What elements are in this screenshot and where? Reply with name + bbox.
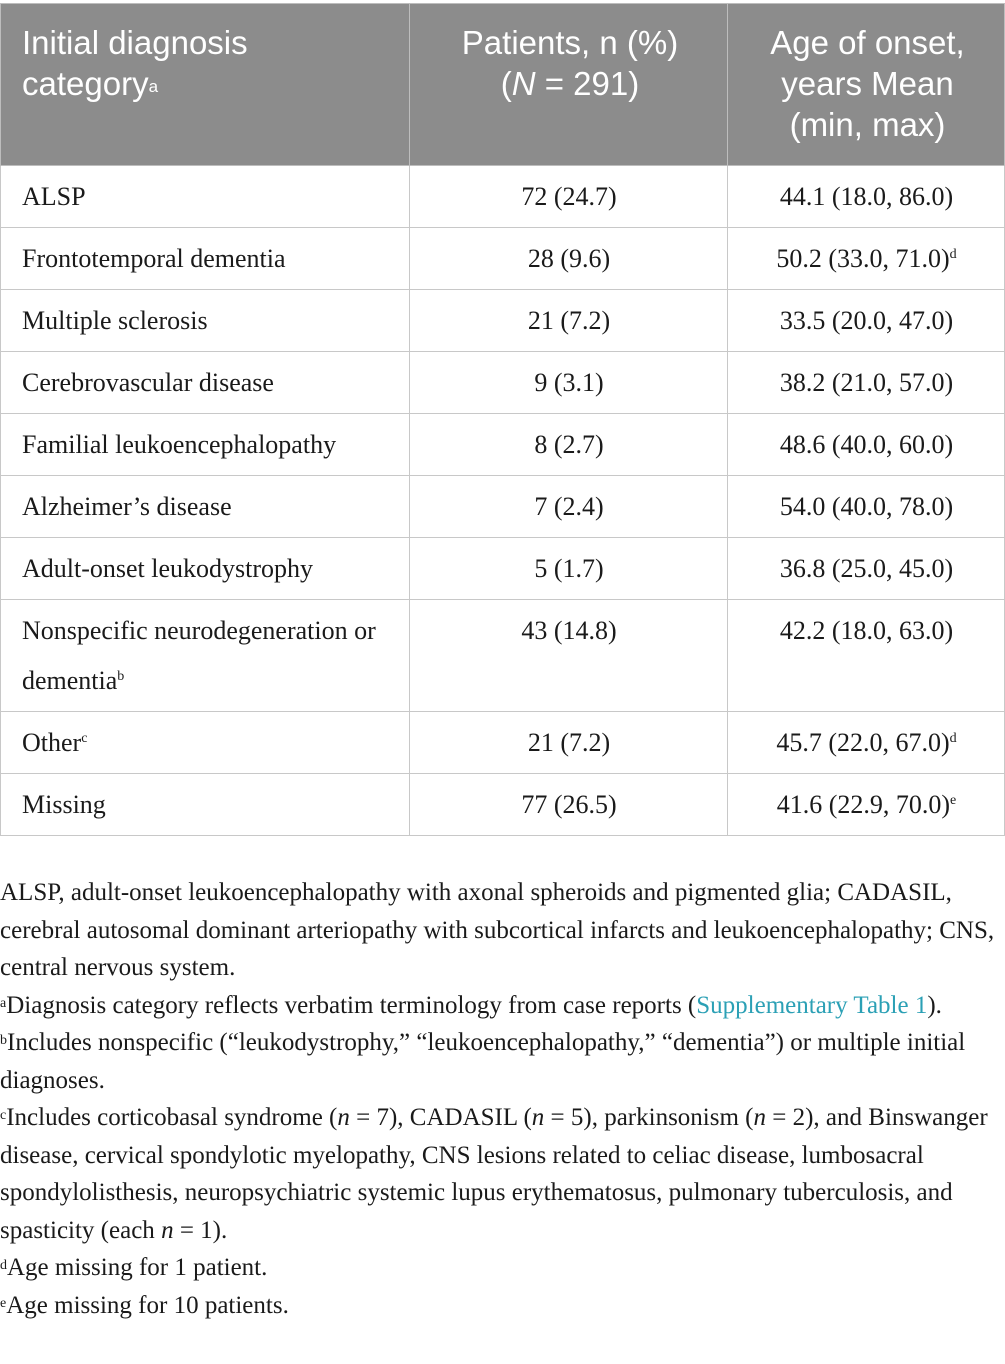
footnote-abbreviations: ALSP, adult-onset leukoencephalopathy with axonal spheroids and pigmented glia; CADASIL, cerebral autosomal dominant arteriopathy with subcortical infarcts and leukoencephalopathy; CNS, central nervous system. <box>0 879 995 981</box>
table-header <box>1 4 1005 166</box>
cell-category: Missing <box>1 774 410 836</box>
cell-patients: 7 (2.4) <box>410 476 728 538</box>
table-row <box>1 166 1005 228</box>
cell-patients: 21 (7.2) <box>410 290 728 352</box>
supplementary-table-link[interactable]: Supplementary Table 1 <box>696 991 928 1019</box>
cell-patients: 21 (7.2) <box>410 712 728 774</box>
cell-age-of-onset: 38.2 (21.0, 57.0) <box>728 352 1005 414</box>
table-row <box>1 712 1005 774</box>
cell-age-of-onset: 48.6 (40.0, 60.0) <box>728 414 1005 476</box>
header-age-of-onset: Age of onset, years Mean (min, max) <box>728 4 1005 166</box>
table-row <box>1 414 1005 476</box>
diagnosis-table <box>0 3 1005 836</box>
cell-category: Cerebrovascular disease <box>1 352 410 414</box>
table-footnotes <box>0 874 1000 1324</box>
cell-age-of-onset: 36.8 (25.0, 45.0) <box>728 538 1005 600</box>
cell-age-of-onset: 42.2 (18.0, 63.0) <box>728 600 1005 712</box>
cell-patients: 5 (1.7) <box>410 538 728 600</box>
cell-patients: 72 (24.7) <box>410 166 728 228</box>
cell-age-of-onset: 33.5 (20.0, 47.0) <box>728 290 1005 352</box>
table-row <box>1 352 1005 414</box>
cell-category: Frontotemporal dementia <box>1 228 410 290</box>
cell-category: Alzheimer’s disease <box>1 476 410 538</box>
table-row <box>1 476 1005 538</box>
cell-category: Adult-onset leukodystrophy <box>1 538 410 600</box>
cell-age-of-onset: 45.7 (22.0, 67.0)$^d$ <box>728 712 1005 774</box>
cell-category: Multiple sclerosis <box>1 290 410 352</box>
cell-patients: 77 (26.5) <box>410 774 728 836</box>
footnote-a: $^a$Diagnosis category reflects verbatim terminology from case reports (Supplementary Table 1). <box>0 991 942 1019</box>
cell-patients: 28 (9.6) <box>410 228 728 290</box>
table-row <box>1 290 1005 352</box>
cell-category: Familial leukoencephalopathy <box>1 414 410 476</box>
cell-patients: 9 (3.1) <box>410 352 728 414</box>
header-patients: Patients, n (%) (N = 291) <box>410 4 728 166</box>
footnote-b: $^b$Includes nonspecific (“leukodystrophy,” “leukoencephalopathy,” “dementia”) or multiple initial diagnoses. <box>0 1029 966 1094</box>
cell-age-of-onset: 54.0 (40.0, 78.0) <box>728 476 1005 538</box>
cell-category: ALSP <box>1 166 410 228</box>
table-row <box>1 600 1005 712</box>
footnote-c: $^c$Includes corticobasal syndrome (n = 7), CADASIL (n = 5), parkinsonism (n = 2), and Binswanger disease, cervical spondylotic myelopathy, CNS lesions related to celiac disease, lumbosacral spondylolisthesis, neuropsychiatric systemic lupus erythematosus, pulmonary tuberculosis, and spasticity (each n = 1). <box>0 1104 988 1244</box>
cell-patients: 43 (14.8) <box>410 600 728 712</box>
header-category: Initial diagnosis category$^a$ <box>1 4 410 166</box>
table-row <box>1 774 1005 836</box>
cell-patients: 8 (2.7) <box>410 414 728 476</box>
cell-age-of-onset: 50.2 (33.0, 71.0)$^d$ <box>728 228 1005 290</box>
cell-category: Other$^c$ <box>1 712 410 774</box>
footnote-e: $^e$Age missing for 10 patients. <box>0 1291 289 1319</box>
table-body <box>1 166 1005 836</box>
cell-age-of-onset: 41.6 (22.9, 70.0)$^e$ <box>728 774 1005 836</box>
cell-category: Nonspecific neurodegeneration or dementia$^b$ <box>1 600 410 712</box>
table-row <box>1 228 1005 290</box>
footnote-d: $^d$Age missing for 1 patient. <box>0 1254 268 1281</box>
table-row <box>1 538 1005 600</box>
cell-age-of-onset: 44.1 (18.0, 86.0) <box>728 166 1005 228</box>
